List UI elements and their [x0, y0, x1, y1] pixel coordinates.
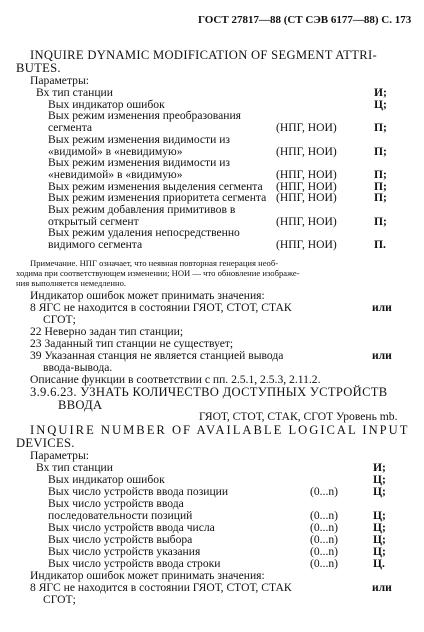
note-line2: ходима при соответствующем изменении; НОИ — что обновление изображе- — [16, 268, 300, 278]
param-label: сегмента — [48, 121, 93, 135]
param-label: Вых режим изменения приоритета сегмента — [48, 191, 267, 205]
param-values: (0...n) — [310, 521, 339, 534]
section2-en-line2: DEVICES. — [16, 436, 75, 450]
param-type-mark: Ц; — [373, 473, 386, 486]
error-8-or: или — [372, 301, 392, 314]
error-23: 23 Заданный тип станции не существует; — [30, 337, 234, 350]
section2-states: ГЯОТ, СТОТ, СТАК, СГОТ Уровень mb. — [199, 410, 398, 423]
param-label: Вых режим изменения преобразования — [48, 109, 242, 123]
error-8-line2: СГОТ; — [43, 313, 76, 326]
param-values: (0...n) — [310, 557, 339, 570]
section2-errors-heading: Индикатор ошибок может принимать значения: — [30, 569, 265, 582]
section2-title-cont: ВВОДА — [58, 398, 103, 412]
param-type-mark: Ц; — [374, 97, 387, 111]
param-label: Вых режим изменения видимости из — [48, 156, 231, 170]
section2-params-heading: Параметры: — [30, 449, 89, 462]
param-type-mark: П; — [374, 167, 387, 181]
param-values: (0...n) — [310, 533, 339, 546]
param-type-mark: П; — [374, 121, 387, 135]
param-values: (НПГ, НОИ) — [276, 144, 337, 158]
param-label: Вых индикатор ошибок — [48, 97, 165, 111]
param-label: Вых число устройств выбора — [48, 533, 193, 546]
param-type-mark: П; — [374, 191, 387, 205]
param-label: последовательности позиций — [48, 509, 193, 522]
section2-en-line1: INQUIRE NUMBER OF AVAILABLE LOGICAL INPUT — [30, 423, 410, 437]
param-label: Вх тип станции — [36, 86, 113, 99]
param-label: Вых режим добавления примитивов в — [48, 203, 236, 216]
error-39-line2: ввода-вывода. — [43, 361, 113, 374]
param-label: «невидимой» в «видимую» — [48, 167, 183, 181]
param-type-mark: Ц; — [373, 521, 386, 534]
error-22: 22 Неверно задан тип станции; — [30, 325, 184, 338]
section1-title-line1: INQUIRE DYNAMIC MODIFICATION OF SEGMENT ATTRI- — [30, 48, 377, 62]
param-label: Вых число устройств ввода — [48, 497, 184, 510]
section2-error-8-line1: 8 ЯГС не находится в состоянии ГЯОТ, СТОТ, СТАК — [30, 581, 292, 594]
section2-error-8-or: или — [372, 581, 392, 594]
param-type-mark: Ц; — [373, 545, 386, 558]
param-type-mark: Ц; — [373, 533, 386, 546]
param-type-mark: П; — [374, 179, 387, 193]
param-label: Вых число устройств ввода строки — [48, 557, 221, 570]
param-label: Вых число устройств указания — [48, 545, 201, 558]
param-label: видимого сегмента — [48, 238, 143, 252]
param-values: (0...n) — [310, 509, 339, 522]
param-label: Вых режим изменения видимости из — [48, 132, 231, 146]
note-line3: ния выполняется немедленно. — [16, 278, 127, 288]
param-values: (НПГ, НОИ) — [276, 167, 337, 181]
page-header: ГОСТ 27817—88 (СТ СЭВ 6177—88) С. 173 — [198, 14, 412, 26]
section2-title: 3.9.6.23. УЗНАТЬ КОЛИЧЕСТВО ДОСТУПНЫХ УСТРОЙСТВ — [30, 385, 388, 399]
param-values: (НПГ, НОИ) — [276, 121, 337, 135]
param-values: (НПГ, НОИ) — [276, 214, 337, 228]
param-label: Вых число устройств ввода позиции — [48, 485, 229, 498]
section1-params-heading: Параметры: — [30, 74, 89, 87]
param-type-mark: И; — [373, 461, 386, 474]
param-label: Вх тип станции — [36, 461, 113, 474]
param-values: (НПГ, НОИ) — [276, 179, 337, 193]
param-label: Вых режим удаления непосредственно — [48, 226, 240, 240]
param-label: Вых режим изменения выделения сегмента — [48, 179, 263, 193]
param-type-mark: П; — [374, 214, 387, 228]
param-label: Вых индикатор ошибок — [48, 473, 165, 486]
param-values: (НПГ, НОИ) — [276, 238, 337, 252]
param-label: открытый сегмент — [48, 214, 139, 228]
param-type-mark: Ц; — [373, 509, 386, 522]
param-type-mark: Ц. — [373, 557, 385, 570]
param-type-mark: П. — [374, 238, 386, 252]
param-type-mark: П; — [374, 144, 387, 158]
param-values: (0...n) — [310, 485, 339, 498]
param-type-mark: Ц; — [373, 485, 386, 498]
note-line1: Примечание. НПГ означает, что неявная повторная генерация необ- — [30, 258, 279, 268]
error-8-line1: 8 ЯГС не находится в состоянии ГЯОТ, СТОТ, СТАК — [30, 301, 292, 314]
error-39-or: или — [372, 349, 392, 362]
param-label: Вых число устройств ввода числа — [48, 521, 215, 534]
function-description: Описание функции в соответствии с пп. 2.5.1, 2.5.3, 2.11.2. — [30, 373, 321, 386]
error-39: 39 Указанная станция не является станцией вывода — [30, 349, 284, 362]
section1-title-line2: BUTES. — [16, 61, 61, 75]
section2-error-8-line2: СГОТ; — [43, 593, 76, 606]
errors-heading: Индикатор ошибок может принимать значения: — [30, 289, 265, 302]
param-label: «видимой» в «невидимую» — [48, 144, 183, 158]
param-values: (0...n) — [310, 545, 339, 558]
param-values: (НПГ, НОИ) — [276, 191, 337, 205]
param-type-mark: И; — [374, 86, 387, 99]
